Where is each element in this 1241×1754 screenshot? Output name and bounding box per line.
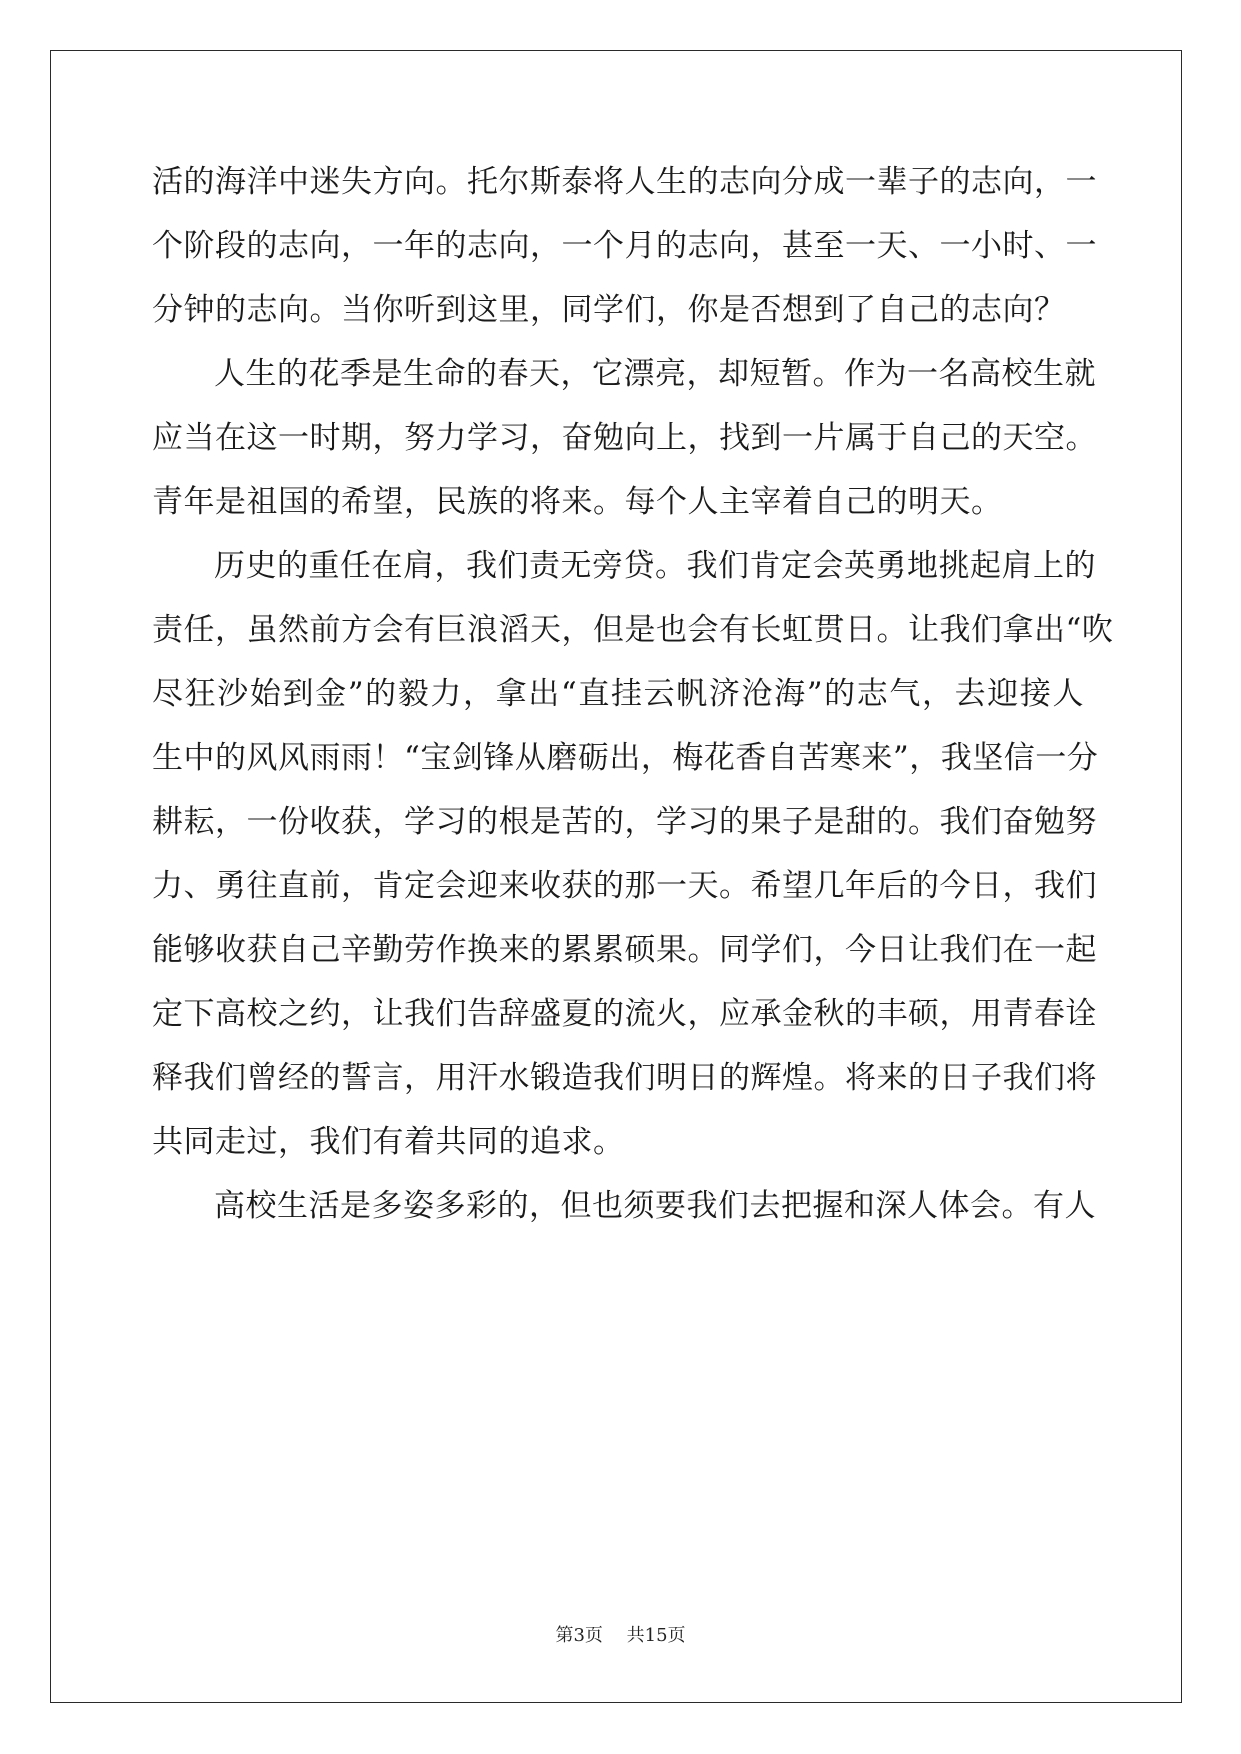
text-line: 应当在这一时期，努力学习，奋勉向上，找到一片属于自己的天空。: [152, 420, 1097, 456]
page-number: 第3页: [555, 1625, 603, 1646]
text-line: 活的海洋中迷失方向。托尔斯泰将人生的志向分成一辈子的志向，一: [152, 164, 1097, 200]
text-line: 力、勇往直前，肯定会迎来收获的那一天。希望几年后的今日，我们: [152, 868, 1097, 904]
text-line: 高校生活是多姿多彩的，但也须要我们去把握和深人体会。有人: [214, 1188, 1096, 1224]
text-line: 人生的花季是生命的春天，它漂亮，却短暂。作为一名高校生就: [214, 356, 1096, 392]
text-line: 共同走过，我们有着共同的追求。: [152, 1124, 625, 1160]
text-line: 能够收获自己辛勤劳作换来的累累硕果。同学们，今日让我们在一起: [152, 932, 1097, 968]
paragraph-2: [152, 342, 1097, 534]
text-line: 定下高校之约，让我们告辞盛夏的流火，应承金秋的丰硕，用青春诠: [152, 996, 1097, 1032]
text-line: 耕耘，一份收获，学习的根是苦的，学习的果子是甜的。我们奋勉努: [152, 804, 1097, 840]
paragraph-3: [152, 534, 1114, 1174]
text-line: 尽狂沙始到金”的毅力，拿出“直挂云帆济沧海”的志气，去迎接人: [152, 676, 1084, 712]
paragraph-4: [152, 1174, 1096, 1238]
page-total: 共15页: [626, 1625, 686, 1646]
text-line: 个阶段的志向，一年的志向，一个月的志向，甚至一天、一小时、一: [152, 228, 1097, 264]
text-line: 责任，虽然前方会有巨浪滔天，但是也会有长虹贯日。让我们拿出“吹: [152, 612, 1114, 648]
paragraph-1: [152, 150, 1097, 342]
document-body: [152, 150, 1114, 1238]
text-line: 历史的重任在肩，我们责无旁贷。我们肯定会英勇地挑起肩上的: [214, 548, 1096, 584]
page-footer: [0, 1624, 1241, 1648]
text-line: 生中的风风雨雨！“宝剑锋从磨砺出，梅花香自苦寒来”，我坚信一分: [152, 740, 1099, 776]
text-line: 释我们曾经的誓言，用汗水锻造我们明日的辉煌。将来的日子我们将: [152, 1060, 1097, 1096]
text-line: 分钟的志向。当你听到这里，同学们，你是否想到了自己的志向？: [152, 292, 1066, 328]
text-line: 青年是祖国的希望，民族的将来。每个人主宰着自己的明天。: [152, 484, 1003, 520]
